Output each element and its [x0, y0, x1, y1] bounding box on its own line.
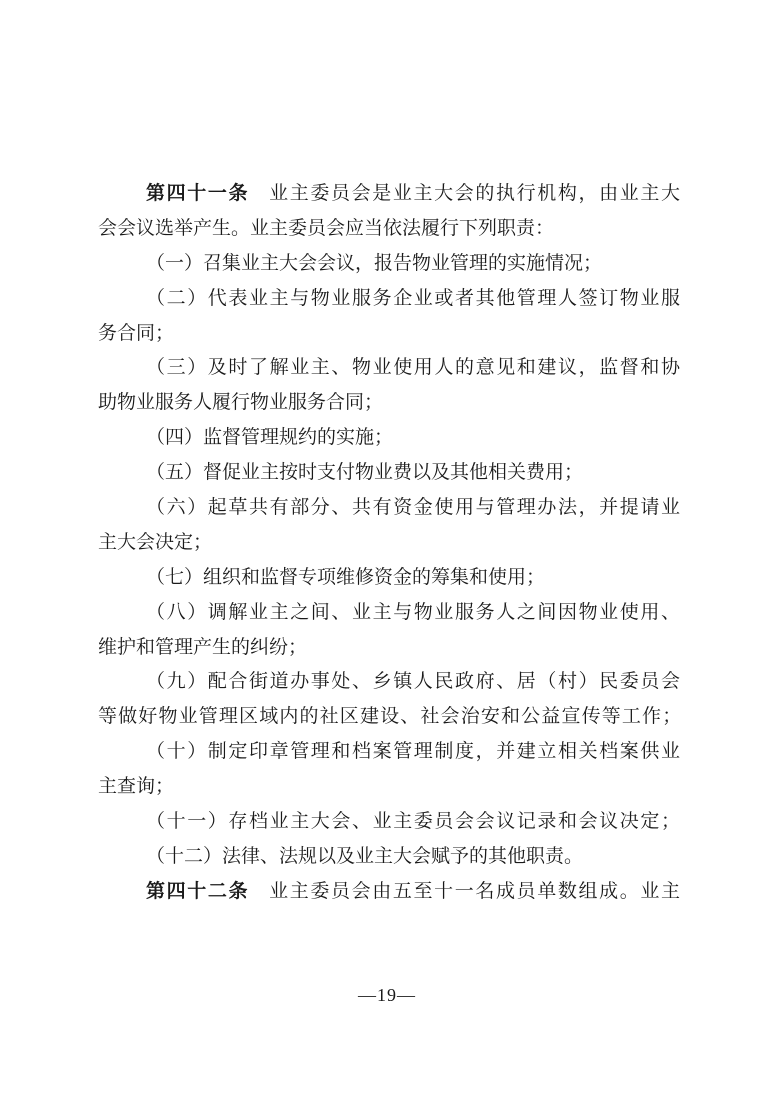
duty-item-11: （十一）存档业主大会、业主委员会会议记录和会议决定；	[146, 810, 680, 833]
article-42-heading: 第四十二条	[146, 879, 250, 902]
duty-item-8-cont: 维护和管理产生的纠纷；	[98, 635, 308, 658]
duty-item-9: （九）配合街道办事处、乡镇人民政府、居（村）民委员会	[146, 670, 680, 693]
duty-item-10: （十）制定印章管理和档案管理制度，并建立相关档案供业	[146, 740, 680, 763]
duty-item-5: （五）督促业主按时支付物业费以及其他相关费用；	[146, 461, 584, 484]
article-41-heading: 第四十一条	[146, 182, 250, 204]
duty-item-2-cont: 务合同；	[98, 321, 175, 344]
duty-item-4: （四）监督管理规约的实施；	[146, 426, 394, 449]
duty-item-10-cont: 主查询；	[98, 775, 175, 798]
page-number: —19—	[358, 985, 416, 1005]
duty-item-2: （二）代表业主与物业服务企业或者其他管理人签订物业服	[146, 286, 680, 309]
duty-item-3: （三）及时了解业主、物业使用人的意见和建议，监督和协	[146, 356, 680, 379]
duty-item-6: （六）起草共有部分、共有资金使用与管理办法，并提请业	[146, 496, 680, 519]
article-42-first-line	[98, 874, 680, 909]
duty-item-6-cont: 主大会决定；	[98, 530, 213, 553]
article-41-second-line: 会会议选举产生。业主委员会应当依法履行下列职责：	[98, 216, 555, 239]
duty-item-3-cont: 助物业服务人履行物业服务合同；	[98, 391, 384, 414]
duty-item-9-cont: 等做好物业管理区域内的社区建设、社会治安和公益宣传等工作；	[98, 705, 680, 728]
article-text	[98, 176, 680, 909]
article-42-text: 业主委员会由五至十一名成员单数组成。业主	[269, 879, 680, 902]
article-41-first-line	[98, 176, 680, 211]
duty-item-12: （十二）法律、法规以及业主大会赋予的其他职责。	[146, 844, 584, 867]
duty-item-7: （七）组织和监督专项维修资金的筹集和使用；	[146, 565, 546, 588]
duty-item-1: （一）召集业主大会会议，报告物业管理的实施情况；	[146, 251, 603, 274]
article-41-text: 业主委员会是业主大会的执行机构，由业主大	[269, 182, 680, 204]
duty-item-8: （八）调解业主之间、业主与物业服务人之间因物业使用、	[146, 600, 680, 623]
